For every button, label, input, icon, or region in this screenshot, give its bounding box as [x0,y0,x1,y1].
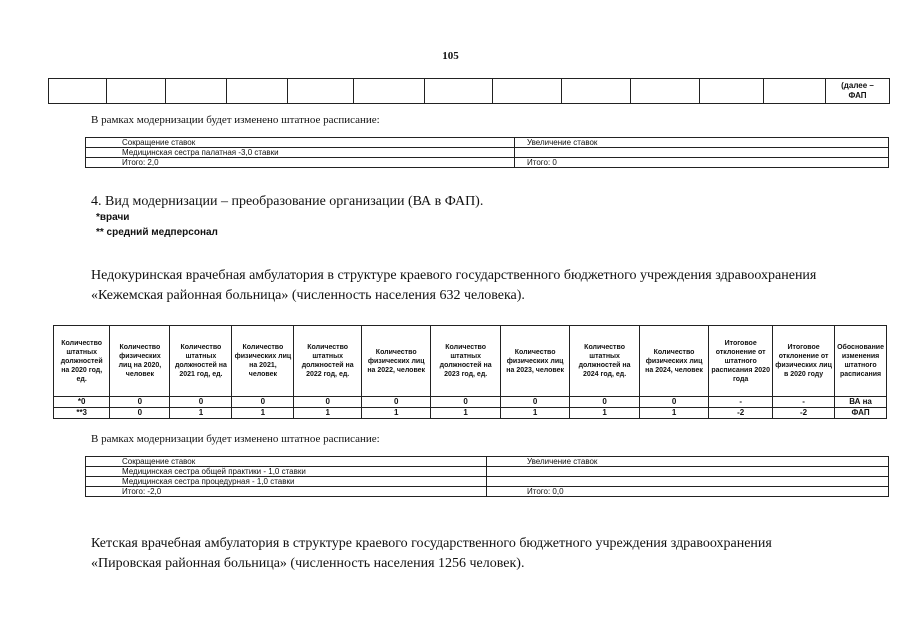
table-row: *0 0 0 0 0 0 0 0 0 0 - - ВА на [54,397,887,408]
staff-table-2-row: Медицинская сестра общей практики - 1,0 ставки [86,467,487,477]
staff-table-1-left-header: Сокращение ставок [86,138,515,148]
intro-text-2: В рамках модернизации будет изменено штатное расписание: [91,433,380,445]
staff-table-2-right-header: Увеличение ставок [487,457,889,467]
page-number: 105 [442,50,459,62]
staff-table-1-right-header: Увеличение ставок [515,138,889,148]
staff-table-1 [85,137,889,168]
staff-table-2-row: Медицинская сестра процедурная - 1,0 ставки [86,477,487,487]
staff-table-1-left-total: Итого: 2,0 [86,158,515,168]
staffing-table-header: Количество штатных должностей на 2020 год, ед. Количество физических лиц на 2020, человек Количество штатных должностей на 2021 год, ед. Количество физических лиц на 2021, человек Количество штатных должностей на 2022 год, ед. Количество физических лиц на 2022, человек Количество штатных должностей на 2023 год, ед. Количество физических лиц на 2023, человек Количество штатных должностей на 2024 год, ед. Количество физических лиц на 2024, человек Итоговое отклонение от штатного расписания 2020 года Итоговое отклонение от физических лиц в 2020 году Обоснование изменения штатного расписания [54,326,887,397]
staff-table-2-left-total: Итого: -2,0 [86,487,487,497]
footnote-doctors: *врачи [96,212,130,223]
intro-text-1: В рамках модернизации будет изменено штатное расписание: [91,114,380,126]
footnote-nurses: ** средний медперсонал [96,227,218,238]
paragraph-2: Кетская врачебная амбулатория в структуре краевого государственного бюджетного учреждения здравоохранения «Пировская районная больница» (численность населения 1256 человек). [91,536,772,571]
table-fragment [48,78,890,104]
staff-table-1-right-total: Итого: 0 [515,158,889,168]
paragraph-1: Недокуринская врачебная амбулатория в структуре краевого государственного бюджетного учреждения здравоохранения «Кежемская районная больница» (численность населения 632 человека). [91,268,817,303]
staffing-table [53,325,887,419]
fragment-last-cell: (далее – ФАП [826,79,890,104]
staff-table-2 [85,456,889,497]
section-heading: 4. Вид модернизации – преобразование организации (ВА в ФАП). [91,194,484,209]
table-row: **3 0 1 1 1 1 1 1 1 1 -2 -2 ФАП [54,408,887,419]
staff-table-2-right-total: Итого: 0,0 [487,487,889,497]
staff-table-2-left-header: Сокращение ставок [86,457,487,467]
staff-table-1-row: Медицинская сестра палатная -3,0 ставки [86,148,515,158]
